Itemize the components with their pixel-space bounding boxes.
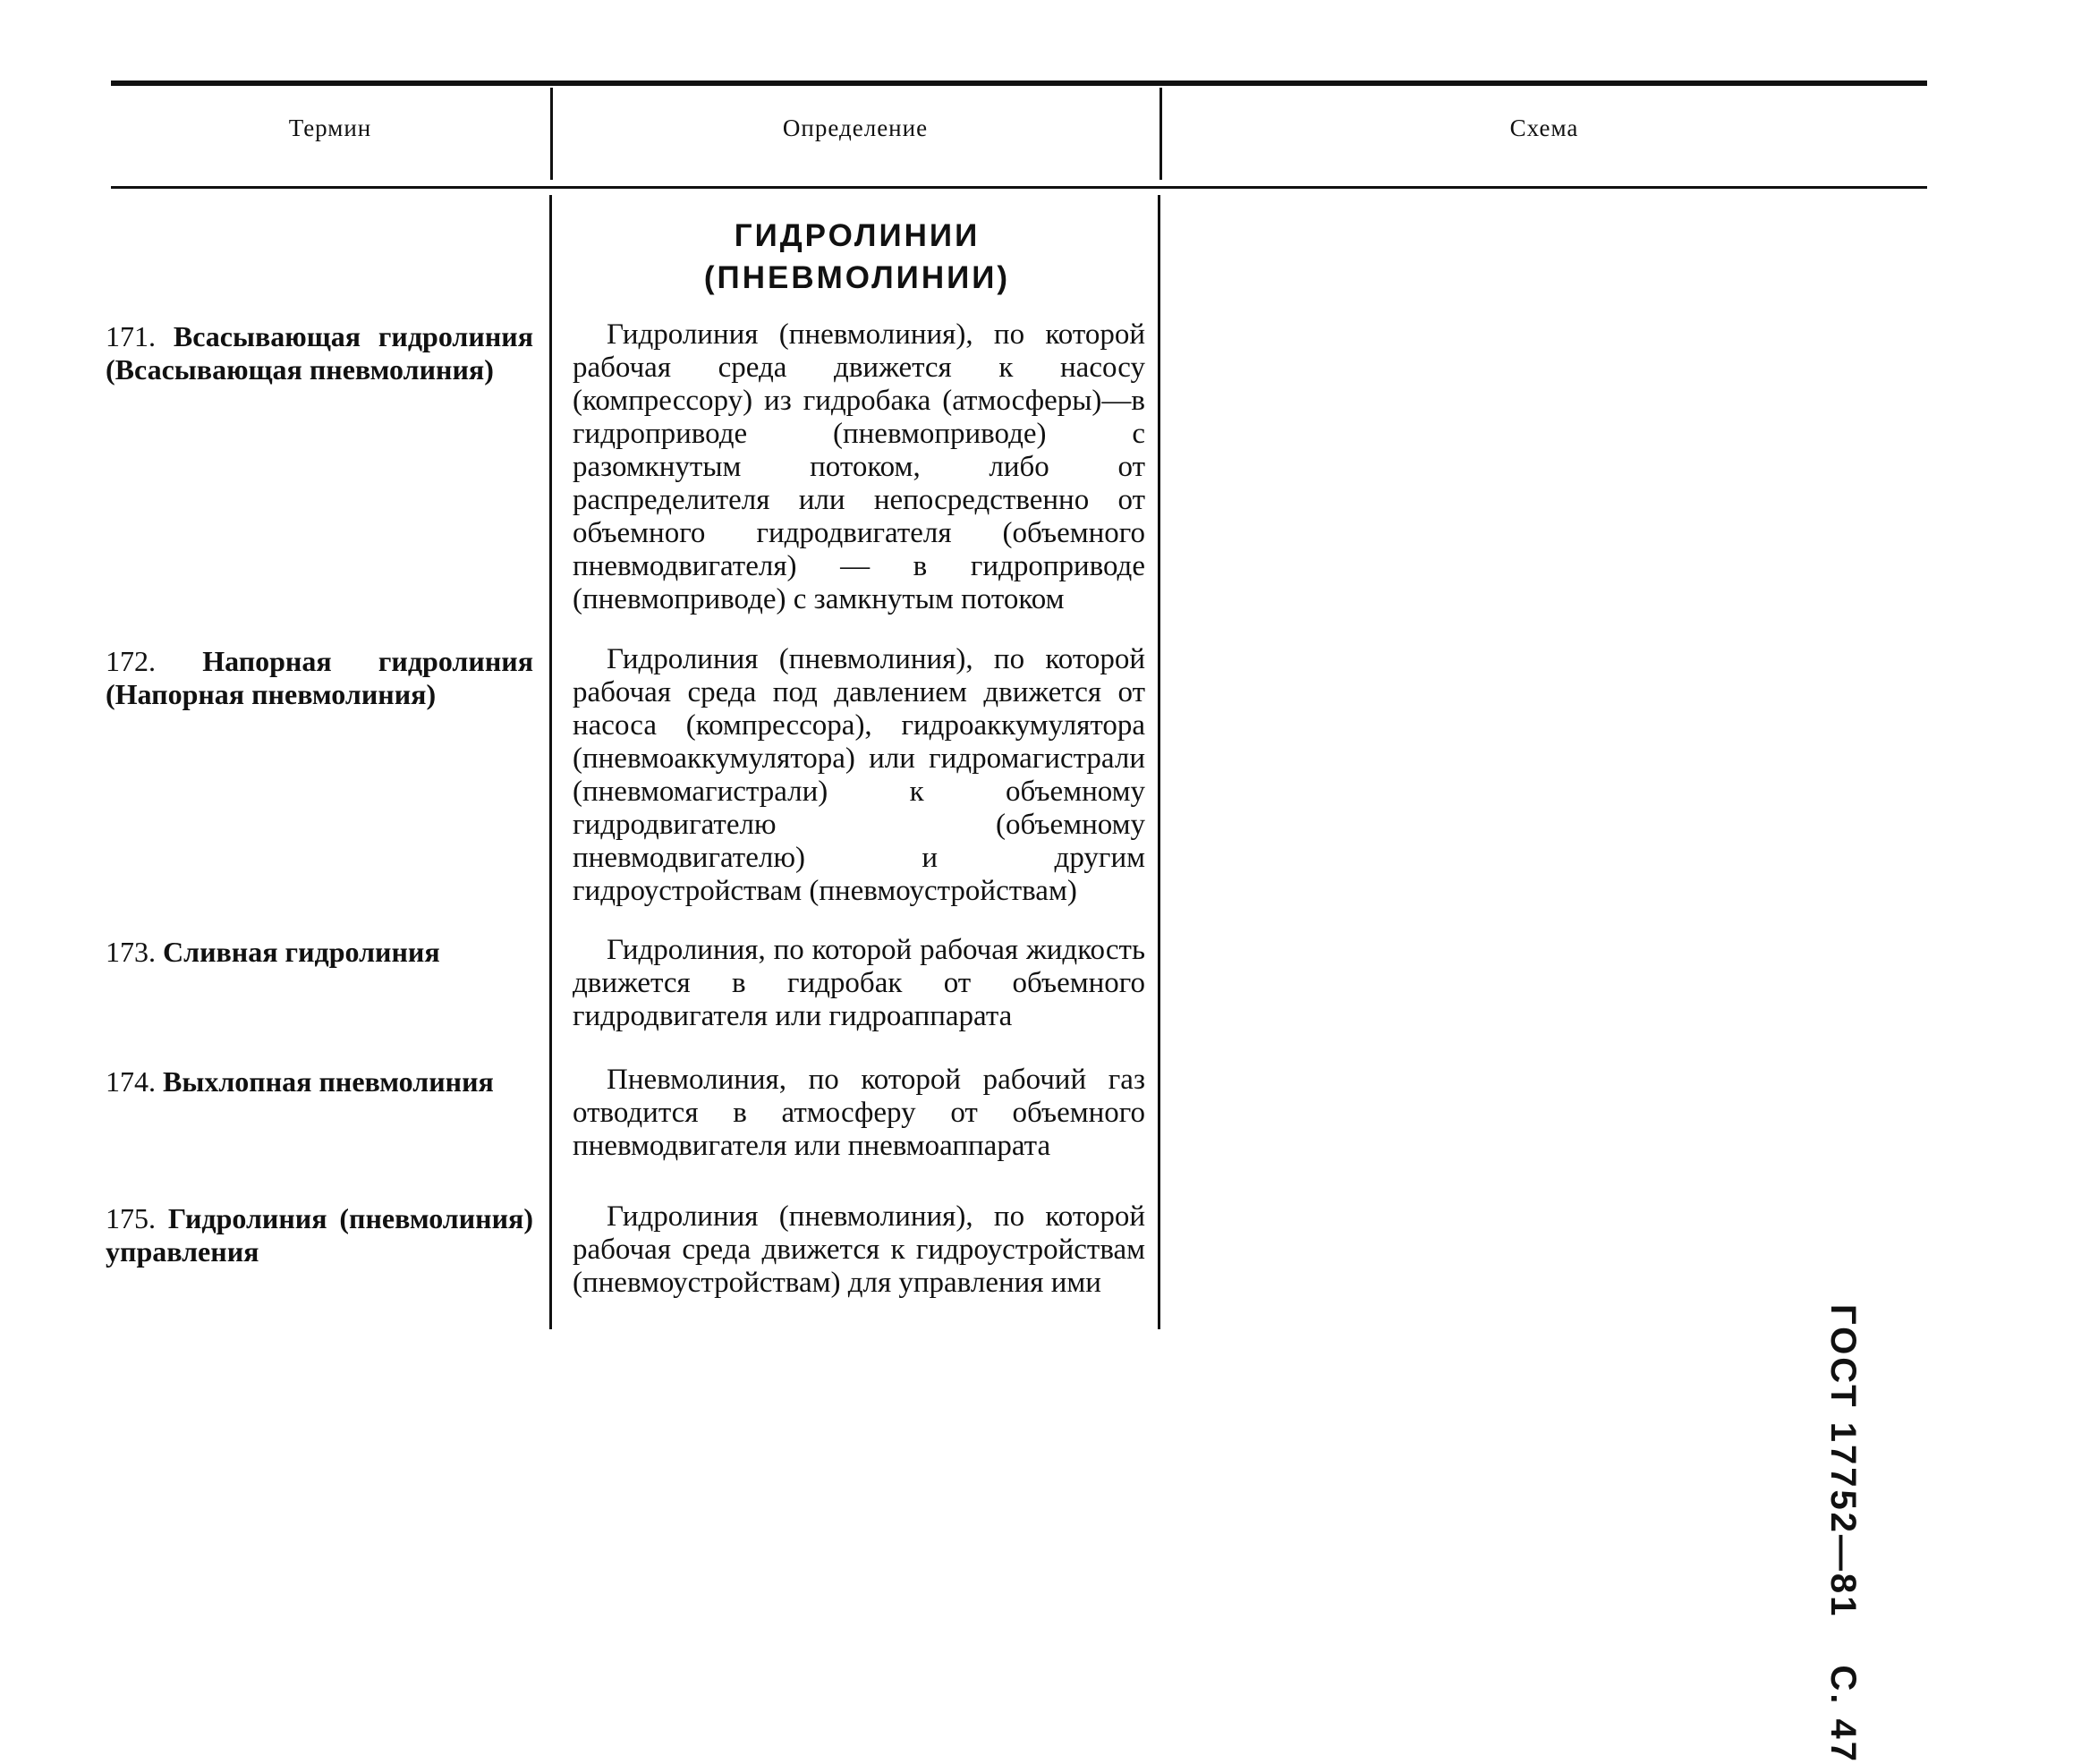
- term-175: [106, 1202, 533, 1268]
- term-173: [106, 936, 533, 969]
- page-number: С. 47: [1823, 1665, 1863, 1764]
- definition-175: Гидролиния (пневмолиния), по которой рабочая среда движется к гидроустройствам (пневмоустройствам) для управления ими: [573, 1200, 1145, 1299]
- term-number: 174.: [106, 1065, 156, 1098]
- term-171: [106, 320, 533, 386]
- header-definition: Определение: [782, 114, 929, 141]
- column-divider-2: [1158, 195, 1160, 1329]
- standard-designation: ГОСТ 17752—81: [1823, 1304, 1863, 1619]
- term-name: Напорная гидролиния (Напорная пневмолиния): [106, 645, 533, 710]
- term-172: [106, 645, 533, 711]
- header-bottom-rule: [111, 186, 1927, 189]
- section-heading-line-1: ГИДРОЛИНИИ: [734, 218, 981, 253]
- term-name: Сливная гидролиния: [163, 936, 440, 968]
- table-top-rule: [111, 81, 1927, 86]
- section-heading-line-2: (ПНЕВМОЛИНИИ): [703, 260, 1011, 295]
- section-heading: [556, 215, 1158, 299]
- definition-171: Гидролиния (пневмолиния), по которой рабочая среда движется к насосу (компрессору) из гидробака (атмосферы)—в гидроприводе (пневмоприводе) с разомкнутым потоком, либо от распределителя или непосредственно от объемного гидродвигателя (объемного пневмодвигателя) — в гидроприводе (пневмоприводе) с замкнутым потоком: [573, 318, 1145, 615]
- column-divider-1: [549, 195, 552, 1329]
- term-name: Гидролиния (пневмолиния) управления: [106, 1202, 533, 1268]
- definition-173: Гидролиния, по которой рабочая жидкость движется в гидробак от объемного гидродвигателя или гидроаппарата: [573, 934, 1145, 1032]
- term-name: Всасывающая гидролиния (Всасывающая пневмолиния): [106, 320, 534, 386]
- term-174: [106, 1065, 533, 1098]
- page-side-label: [1822, 1304, 1863, 1764]
- header-term: Термин: [288, 114, 372, 141]
- term-number: 172.: [106, 645, 156, 677]
- term-number: 173.: [106, 936, 156, 968]
- term-number: 171.: [106, 320, 156, 352]
- term-name: Выхлопная пневмолиния: [163, 1065, 494, 1098]
- header-scheme: Схема: [1509, 114, 1579, 141]
- definition-172: Гидролиния (пневмолиния), по которой рабочая среда под давлением движется от насоса (компрессора), гидроаккумулятора (пневмоаккумулятора) или гидромагистрали (пневмомагистрали) к объемному гидродвигателю (объемному пневмодвигателю) и другим гидроустройствам (пневмоустройствам): [573, 643, 1145, 907]
- definition-174: Пневмолиния, по которой рабочий газ отводится в атмосферу от объемного пневмодвигателя или пневмоаппарата: [573, 1064, 1145, 1162]
- term-number: 175.: [106, 1202, 156, 1234]
